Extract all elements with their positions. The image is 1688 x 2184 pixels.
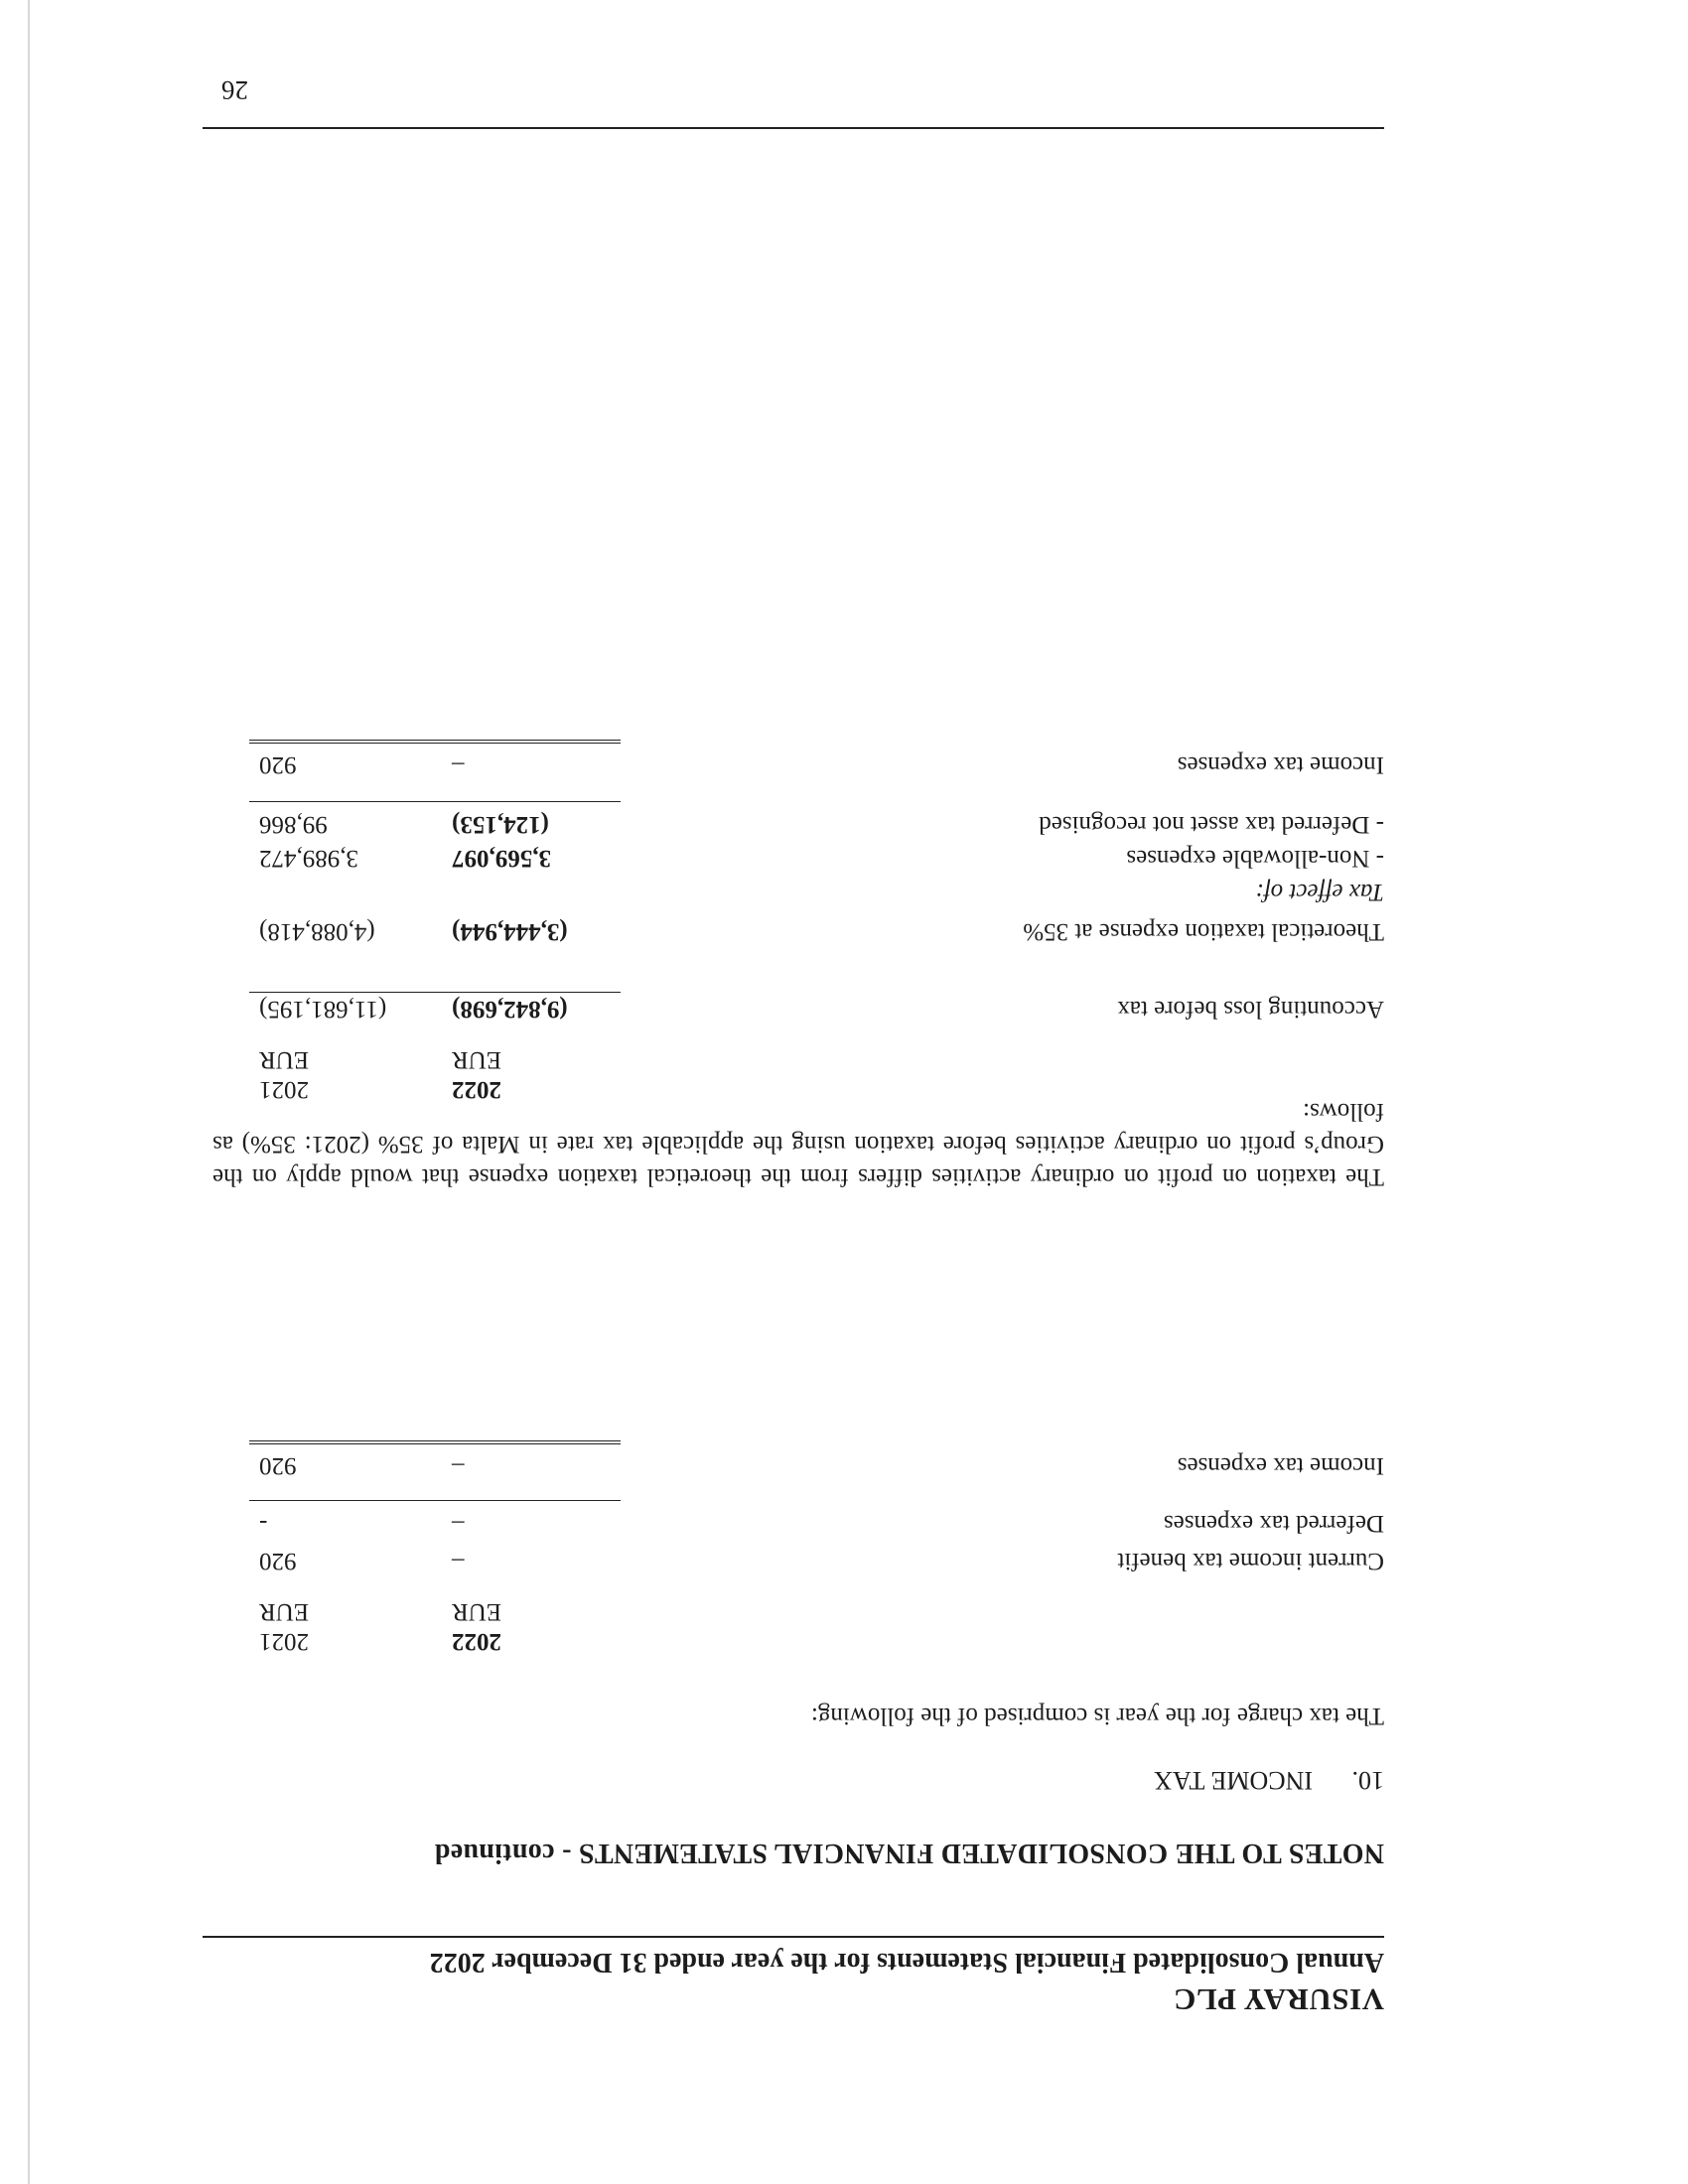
table2-total-label: Income tax expenses — [1177, 751, 1384, 778]
table1-row-label: Current income tax benefit — [1117, 1548, 1384, 1574]
table1-row-value-2021: - — [259, 1510, 268, 1537]
table1-year-2022: 2022 — [452, 1628, 501, 1655]
report-subtitle: Annual Consolidated Financial Statements for the year ended 31 December 2022 — [429, 1947, 1384, 1978]
table2-total-double-rule — [249, 740, 621, 744]
table2-row-value-2021: 3,989,472 — [259, 845, 358, 872]
table2-intro: The taxation on profit on ordinary activities differs from the theoretical taxation expense that would apply on the Group’s profit on ordinary activities before taxation using the applicable tax rate in Malta of 35% (2021: 35%) as follows: — [212, 1098, 1384, 1190]
table1-row-value-2022: – — [452, 1548, 465, 1574]
table1-year-2021: 2021 — [259, 1628, 309, 1655]
table1-col-2022 — [452, 1596, 611, 1656]
table2-row-value-2021: (4,088,418) — [259, 918, 375, 945]
table2-row-label: Accounting loss before tax — [1117, 996, 1384, 1023]
table2-row-value-2022: 3,569,097 — [452, 845, 551, 872]
table2-row-label: Theoretical taxation expense at 35% — [1023, 918, 1384, 945]
table1-currency-2021: EUR — [259, 1598, 309, 1625]
table1-total-value-2022: – — [452, 1452, 465, 1479]
table2-col-2022 — [452, 1044, 611, 1104]
table1-col-2021 — [259, 1596, 418, 1656]
table2-row-value-2022: (124,153) — [452, 811, 549, 838]
footer-divider — [203, 127, 1384, 129]
table2-tax-effect-label: Tax effect of: — [1255, 879, 1384, 905]
table2-row-label: - Non-allowable expenses — [1126, 845, 1384, 872]
table2-row-value-2021: (11,681,195) — [259, 996, 387, 1023]
table1-total-double-rule — [249, 1440, 621, 1444]
table1-intro: The tax charge for the year is comprised of the following: — [810, 1703, 1384, 1729]
table1-row-value-2021: 920 — [259, 1548, 297, 1574]
table2-total-value-2022: – — [452, 751, 465, 778]
table2-currency-2021: EUR — [259, 1046, 309, 1073]
table2-currency-2022: EUR — [452, 1046, 501, 1073]
section-title: NOTES TO THE CONSOLIDATED FINANCIAL STATEMENTS - continued — [434, 1838, 1384, 1868]
table1-currency-2022: EUR — [452, 1598, 501, 1625]
table2-year-2021: 2021 — [259, 1076, 309, 1103]
scan-edge-line — [28, 0, 30, 2184]
table2-subtotal-rule — [249, 801, 621, 802]
table2-loss-rule — [249, 992, 621, 993]
company-name: VISURAY PLC — [1173, 1982, 1384, 2017]
table2-row-label: - Deferred tax asset not recognised — [1039, 811, 1384, 838]
table1-subtotal-rule — [249, 1500, 621, 1501]
table2-col-2021 — [259, 1044, 418, 1104]
table1-row-label: Deferred tax expenses — [1163, 1510, 1384, 1537]
table1-total-value-2021: 920 — [259, 1452, 297, 1479]
table2-total-value-2021: 920 — [259, 751, 297, 778]
table2-row-value-2021: 99,866 — [259, 811, 328, 838]
table1-row-value-2022: – — [452, 1510, 465, 1537]
note-number: 10. — [1351, 1766, 1384, 1795]
table2-row-value-2022: (3,444,944) — [452, 918, 568, 945]
header-divider — [203, 1936, 1384, 1938]
table2-row-value-2022: (9,842,698) — [452, 996, 568, 1023]
note-heading — [1154, 1765, 1384, 1795]
page-number: 26 — [221, 75, 248, 105]
table1-total-label: Income tax expenses — [1177, 1452, 1384, 1479]
note-title: INCOME TAX — [1154, 1766, 1313, 1795]
table2-year-2022: 2022 — [452, 1076, 501, 1103]
